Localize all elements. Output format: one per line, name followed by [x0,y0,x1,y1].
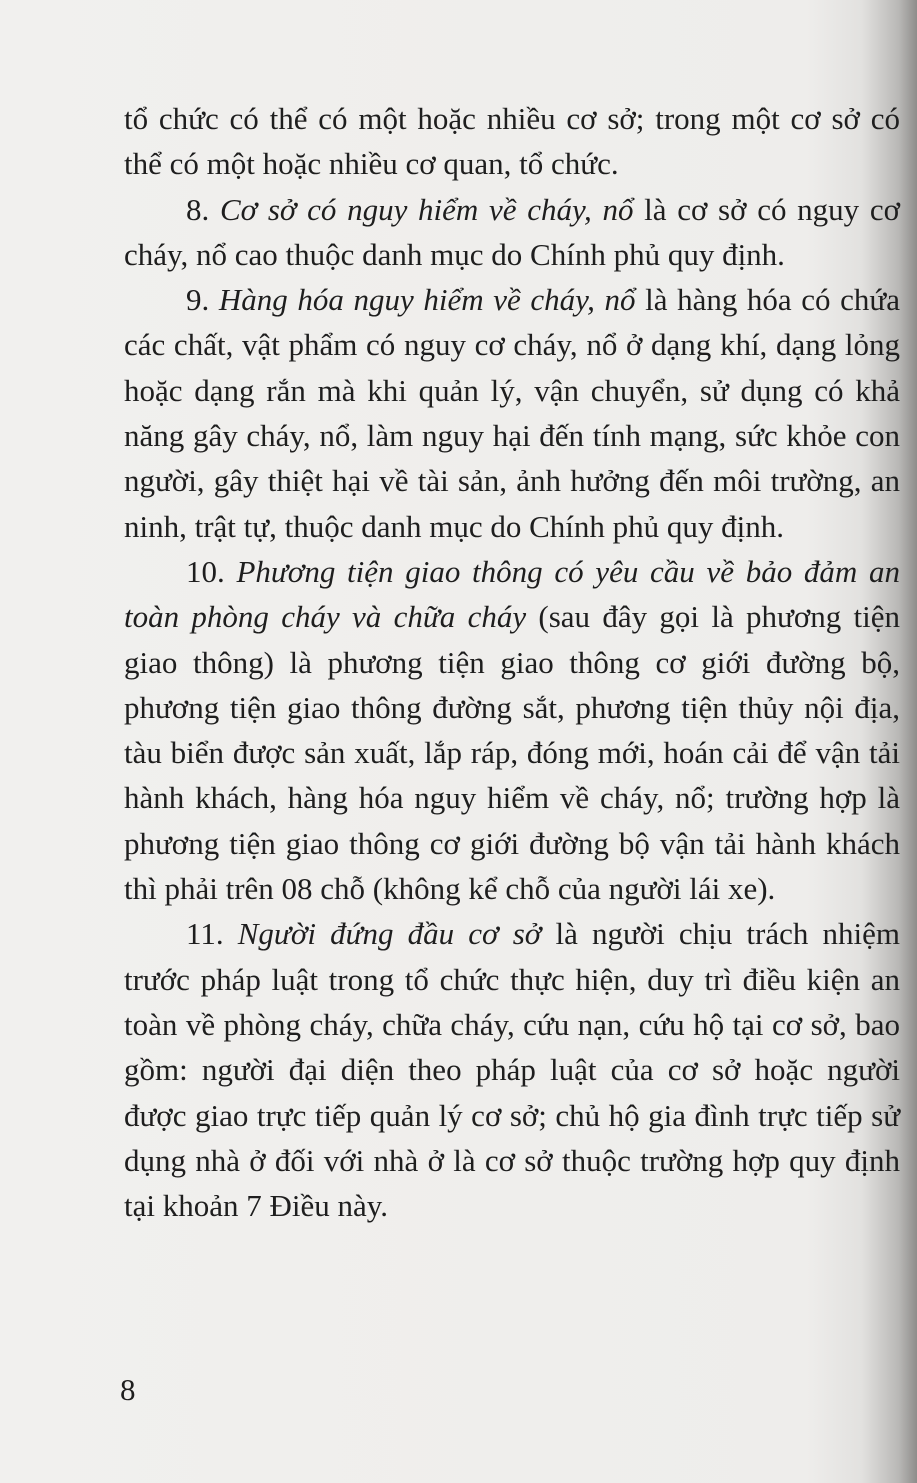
defined-term: Cơ sở có nguy hiểm về cháy, nổ [219,191,634,227]
defined-term: Phương tiện giao thông có yêu cầu về bảo đảm an toàn phòng cháy và chữa cháy [124,553,900,635]
paragraph-item-10 [124,549,900,911]
definition-text: là người chịu trách nhiệm trước pháp luật trong tổ chức thực hiện, duy trì điều kiện an toàn về phòng cháy, chữa cháy, cứu nạn, cứu hộ tại cơ sở, bao gồm: người đại diện theo pháp luật của cơ sở hoặc người được giao trực tiếp quản lý cơ sở; chủ hộ gia đình trực tiếp sử dụng nhà ở đối với nhà ở là cơ sở thuộc trường hợp quy định tại khoản 7 Điều này. [124,916,900,1224]
defined-term: Hàng hóa nguy hiểm về cháy, nổ [218,282,636,318]
item-number: 9. [186,282,210,318]
definition-text: (sau đây gọi là phương tiện giao thông) là phương tiện giao thông cơ giới đường bộ, phương tiện giao thông đường sắt, phương tiện thủy nội địa, tàu biển được sản xuất, lắp ráp, đóng mới, hoán cải để vận tải hành khách, hàng hóa nguy hiểm về cháy, nổ; trường hợp là phương tiện giao thông cơ giới đường bộ vận tải hành khách thì phải trên 08 chỗ (không kể chỗ của người lái xe). [124,599,901,907]
item-number: 10. [186,553,225,589]
paragraph-item-8 [124,187,900,278]
item-number: 11. [186,916,224,952]
defined-term: Người đứng đầu cơ sở [237,916,542,952]
body-text [124,96,900,1228]
paragraph-item-9 [124,277,900,549]
paragraph-text: tổ chức có thể có một hoặc nhiều cơ sở; trong một cơ sở có thể có một hoặc nhiều cơ quan, tổ chức. [124,101,900,182]
paragraph-item-11 [124,911,900,1228]
definition-text: là cơ sở có nguy cơ cháy, nổ cao thuộc danh mục do Chính phủ quy định. [124,191,901,272]
definition-text: là hàng hóa có chứa các chất, vật phẩm có nguy cơ cháy, nổ ở dạng khí, dạng lỏng hoặc dạng rắn mà khi quản lý, vận chuyển, sử dụng có khả năng gây cháy, nổ, làm nguy hại đến tính mạng, sức khỏe con người, gây thiệt hại về tài sản, ảnh hưởng đến môi trường, an ninh, trật tự, thuộc danh mục do Chính phủ quy định. [124,282,900,544]
paragraph-continuation [124,96,900,187]
item-number: 8. [186,191,210,227]
page-number: 8 [120,1372,136,1407]
